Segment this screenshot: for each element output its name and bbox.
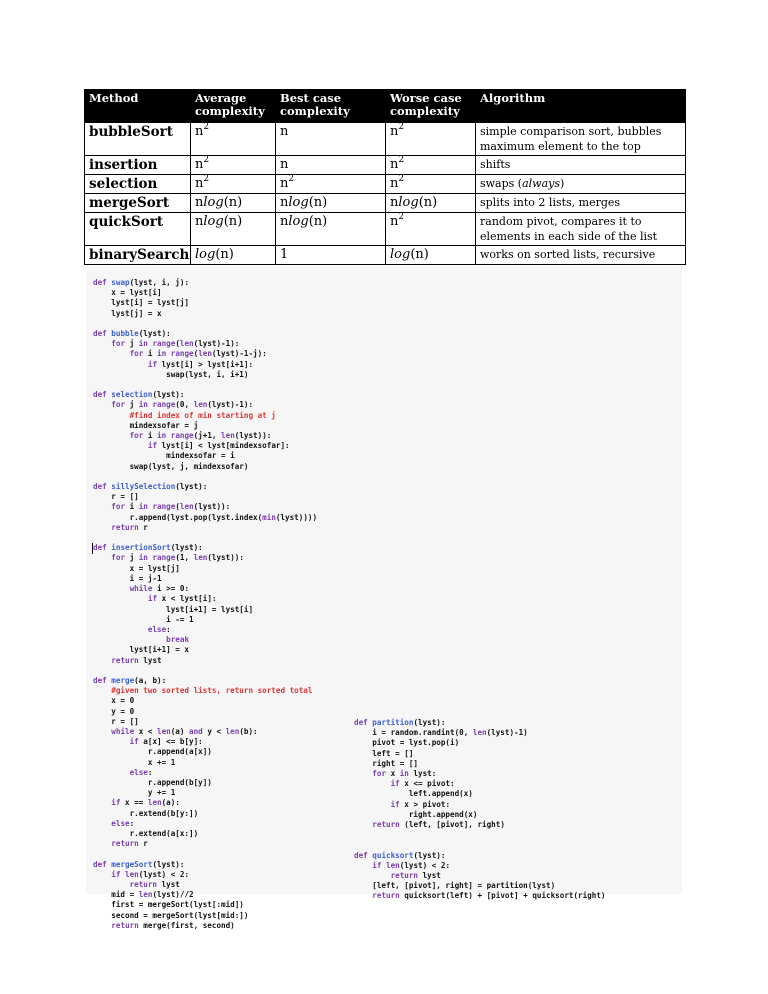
cell-avg: log(n) (191, 246, 276, 265)
table-body (85, 123, 686, 265)
cell-avg: nlog(n) (191, 213, 276, 246)
cell-method: selection (85, 175, 191, 194)
cell-worst: $n^2$ (386, 123, 476, 156)
cell-method: insertion (85, 156, 191, 175)
table-header-row (85, 90, 686, 123)
cell-avg: $n^2$ (191, 175, 276, 194)
cell-method: bubbleSort (85, 123, 191, 156)
cell-avg: $n^2$ (191, 123, 276, 156)
cell-algorithm: simple comparison sort, bubbles maximum element to the top (476, 123, 686, 156)
header-algorithm: Algorithm (476, 90, 686, 123)
cell-algorithm: shifts (476, 156, 686, 175)
table-row (85, 194, 686, 213)
cell-worst: $n^2$ (386, 156, 476, 175)
header-best: Best case complexity (276, 90, 386, 123)
text-cursor (92, 543, 93, 554)
table-row (85, 213, 686, 246)
cell-method: quickSort (85, 213, 191, 246)
cell-best: nlog(n) (276, 213, 386, 246)
cell-worst: log(n) (386, 246, 476, 265)
cell-best: $n^2$ (276, 175, 386, 194)
code-block-left: def swap(lyst, i, j): x = lyst[i] lyst[i] = lyst[j] lyst[j] = x def bubble(lyst): for j in range(len(lyst)-1): for i in range(len(lyst)-1-j): if lyst[i] > lyst[i+1]: swap(lyst, i, i+1) def selection(lyst): for j in range(0, len(lyst)-1): #find index of min starting at j mindexsofar = j for i in range(j+1, len(lyst)): if lyst[i] < lyst[mindexsofar]: mindexsofar = i swap(lyst, j, mindexsofar) def sillySelection(lyst): r = [] for i in range(len(lyst)): r.append(lyst.pop(lyst.index(min(lyst)))) return r def insertionSort(lyst): for j in range(1, len(lyst)): x = lyst[j] i = j-1 while i >= 0: if x < lyst[i]: lyst[i+1] = lyst[i] i -= 1 else: break lyst[i+1] = x return lyst def merge(a, b): #given two sorted lists, return sorted total x = 0 y = 0 r = [] while x < len(a) and y < len(b): if a[x] <= b[y]: r.append(a[x]) x += 1 else: r.append(b[y]) y += 1 if x == len(a): r.extend(b[y:]) else: r.extend(a[x:]) return r def mergeSort(lyst): if len(lyst) < 2: return lyst mid = len(lyst)//2 first = mergeSort(lyst[:mid]) second = mergeSort(lyst[mid:]) return merge(first, second) (93, 278, 318, 930)
cell-avg: nlog(n) (191, 194, 276, 213)
cell-best: 1 (276, 246, 386, 265)
header-average: Average complexity (191, 90, 276, 123)
cell-worst: nlog(n) (386, 194, 476, 213)
table-row (85, 246, 686, 265)
cell-algorithm: swaps (always) (476, 175, 686, 194)
cell-avg: $n^2$ (191, 156, 276, 175)
table-row (85, 156, 686, 175)
cell-worst: $n^2$ (386, 175, 476, 194)
cell-best: n (276, 123, 386, 156)
complexity-table (84, 89, 686, 265)
cell-best: nlog(n) (276, 194, 386, 213)
cell-method: binarySearch (85, 246, 191, 265)
table-row (85, 123, 686, 156)
cell-worst: $n^2$ (386, 213, 476, 246)
code-screenshot (86, 266, 682, 930)
code-block-right: def partition(lyst): i = random.randint(0, len(lyst)-1) pivot = lyst.pop(i) left = [] right = [] for x in lyst: if x <= pivot: left.append(x) if x > pivot: right.append(x) return (left, [pivot], right) def quicksort(lyst): if len(lyst) < 2: return lyst [left, [pivot], right] = partition(lyst) return quicksort(left) + [pivot] + quicksort(right) (354, 718, 606, 901)
cell-algorithm: works on sorted lists, recursive (476, 246, 686, 265)
cell-method: mergeSort (85, 194, 191, 213)
header-method: Method (85, 90, 191, 123)
cell-best: n (276, 156, 386, 175)
table-row (85, 175, 686, 194)
cell-algorithm: random pivot, compares it to elements in each side of the list (476, 213, 686, 246)
cell-algorithm: splits into 2 lists, merges (476, 194, 686, 213)
header-worst: Worse case complexity (386, 90, 476, 123)
